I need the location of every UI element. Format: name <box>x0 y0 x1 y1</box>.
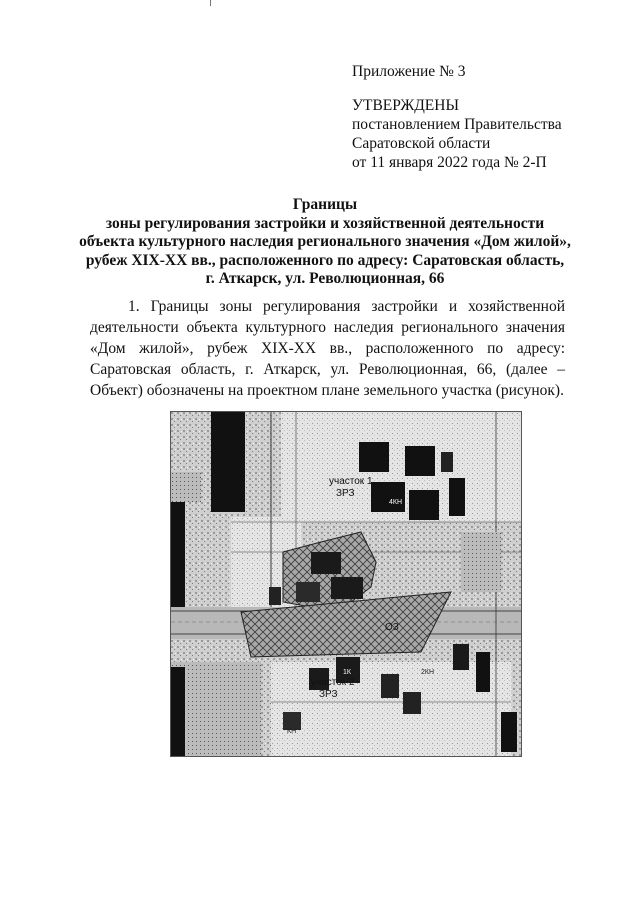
kn-label: КН <box>287 728 297 735</box>
document-title <box>60 196 590 289</box>
plot-1-zone-label: ЗРЗ <box>336 488 355 499</box>
site-plan-map <box>171 412 521 756</box>
approved-region-line: Саратовской области <box>352 135 491 152</box>
1k-label: 1К <box>343 669 351 676</box>
plot-2-label: участок 2 <box>311 677 355 688</box>
title-line-4: рубеж XIX-XX вв., расположенного по адресу: Саратовская область, <box>85 251 565 269</box>
appendix-label: Приложение № 3 <box>352 63 466 80</box>
scan-mark <box>210 0 211 6</box>
title-line-5: г. Аткарск, ул. Революционная, 66 <box>205 270 445 287</box>
approval-block <box>352 96 562 172</box>
title-line-2: зоны регулирования застройки и хозяйственной деятельности <box>105 214 545 232</box>
protection-zone-label: ОЗ <box>385 622 399 633</box>
2kn-label: 2КН <box>421 669 435 676</box>
title-line-1: Границы <box>292 196 358 213</box>
plot-1-label: участок 1 <box>329 476 373 487</box>
approved-date-line: от 11 января 2022 года № 2-П <box>352 154 547 171</box>
approved-heading: УТВЕРЖДЕНЫ <box>352 97 459 114</box>
plot-2-zone-label: ЗРЗ <box>319 689 338 700</box>
site-plan-figure <box>170 411 522 757</box>
body-paragraph: 1. Границы зоны регулирования застройки и хозяйственной деятельности объекта культурного наследия регионального значения «Дом жилой», рубеж XIX-XX вв., расположенного по адресу: Саратовская область, г. Аткарск, ул. Революционная, 66, (далее – Объект) обозначены на проектном плане земельного участка (рисунок). <box>90 298 565 399</box>
title-line-3: объекта культурного наследия регионального значения «Дом жилой», <box>79 233 571 250</box>
4kn-label: 4КН <box>389 499 403 506</box>
approved-by-line: постановлением Правительства <box>352 116 562 133</box>
